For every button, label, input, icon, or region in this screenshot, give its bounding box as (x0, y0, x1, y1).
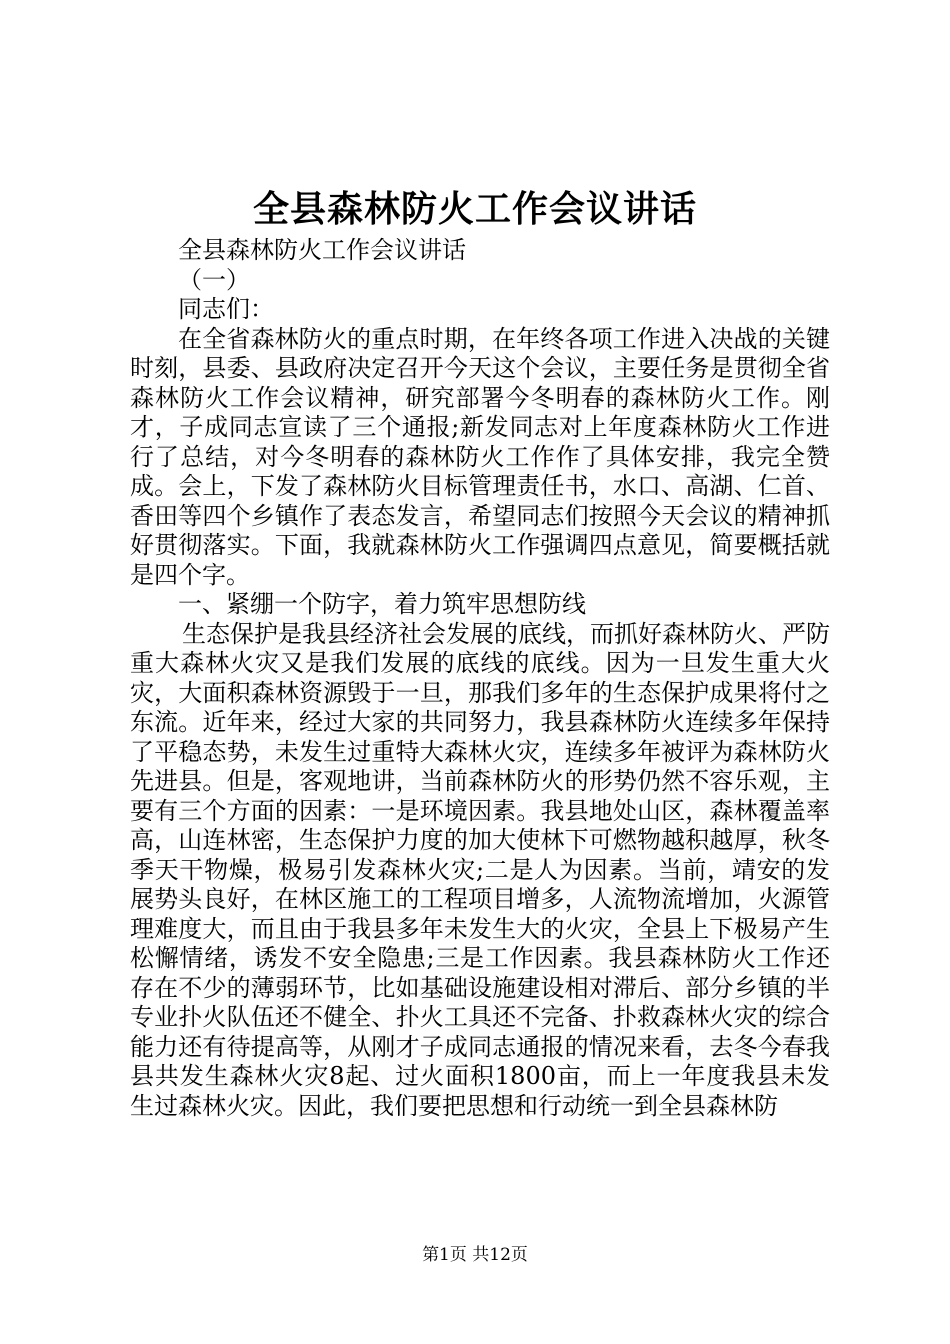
page-footer: 第1页 共12页 (422, 1245, 528, 1265)
document-body (130, 236, 830, 1121)
section-number-paragraph: （一） (178, 265, 250, 294)
document-title: 全县森林防火工作会议讲话 (252, 188, 697, 230)
body-paragraph: 生态保护是我县经济社会发展的底线，而抓好森林防火、严防重大森林火灾又是我们发展的底线的底线。因为一旦发生重大火灾，大面积森林资源毁于一旦，那我们多年的生态保护成果将付之东流。近年来，经过大家的共同努力，我县森林防火连续多年保持了平稳态势，未发生过重特大森林火灾，连续多年被评为森林防火先进县。但是，客观地讲，当前森林防火的形势仍然不容乐观，主要有三个方面的因素：一是环境因素。我县地处山区，森林覆盖率高，山连林密，生态保护力度的加大使林下可燃物越积越厚，秋冬季天干物燥，极易引发森林火灾;二是人为因素。当前，靖安的发展势头良好，在林区施工的工程项目增多，人流物流增加，火源管理难度大，而且由于我县多年未发生大的火灾，全县上下极易产生松懈情绪，诱发不安全隐患;三是工作因素。我县森林防火工作还存在不少的薄弱环节，比如基础设施建设相对滞后、部分乡镇的半专业扑火队伍还不健全、扑火工具还不完备、扑救森林火灾的综合能力还有待提高等，从刚才子成同志通报的情况来看，去冬今春我县共发生森林火灾8起、过火面积1800亩，而上一年度我县未发生过森林火灾。因此，我们要把思想和行动统一到全县森林防 (130, 619, 830, 1120)
section-heading-paragraph: 一、紧绷一个防字，着力筑牢思想防线 (178, 590, 586, 618)
intro-paragraph: 在全省森林防火的重点时期，在年终各项工作进入决战的关键时刻，县委、县政府决定召开今天这个会议，主要任务是贯彻全省森林防火工作会议精神，研究部署今冬明春的森林防火工作。刚才，子成同志宣读了三个通报;新发同志对上年度森林防火工作进行了总结，对今冬明春的森林防火工作作了具体安排，我完全赞成。会上，下发了森林防火目标管理责任书，水口、高湖、仁首、香田等四个乡镇作了表态发言，希望同志们按照今天会议的精神抓好贯彻落实。下面，我就森林防火工作强调四点意见，简要概括就是四个字。 (130, 324, 830, 589)
subtitle-paragraph: 全县森林防火工作会议讲话 (178, 236, 466, 264)
salutation-paragraph: 同志们： (178, 295, 274, 323)
